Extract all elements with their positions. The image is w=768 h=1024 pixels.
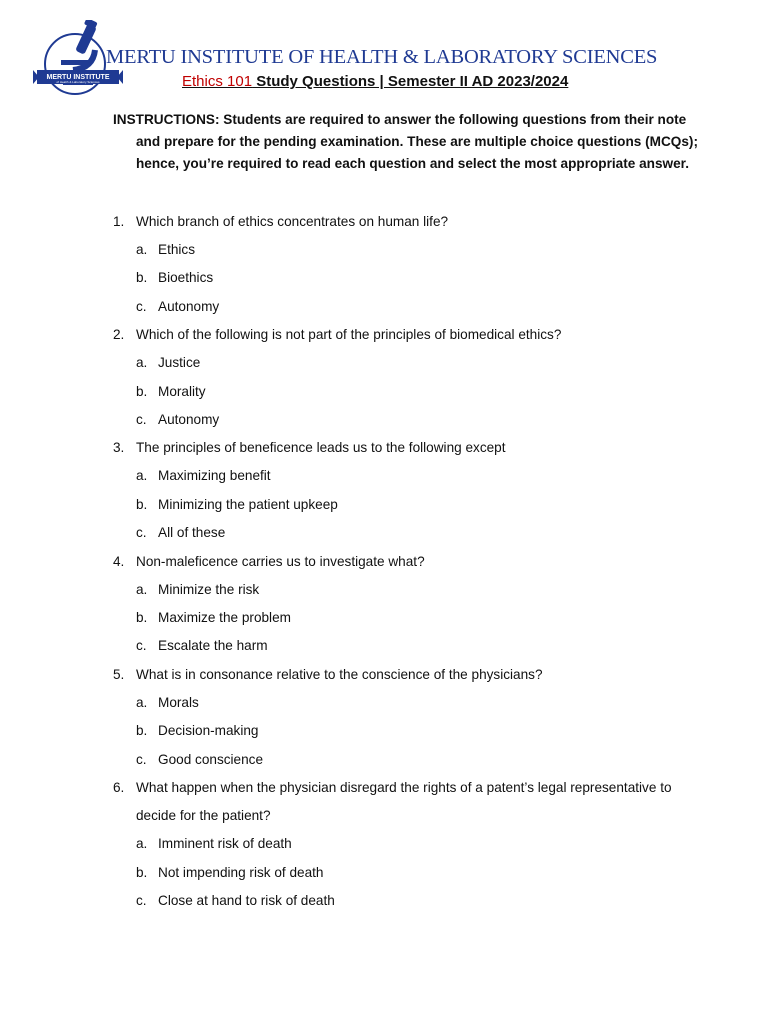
instructions: INSTRUCTIONS: Students are required to answer the following questions from their note and prepare for the pending examination. These are multiple choice questions (MCQs); hence, you’re required to read each question and select the most appropriate answer. xyxy=(113,112,698,171)
answer-option xyxy=(136,830,683,858)
question-item xyxy=(113,774,683,915)
course-code: Ethics 101 xyxy=(182,73,253,90)
option-letter: a. xyxy=(136,694,148,710)
question-text: Non-maleficence carries us to investigate what? xyxy=(136,553,425,569)
institute-title: MERTU INSTITUTE OF HEALTH & LABORATORY SCIENCES xyxy=(106,46,658,68)
answer-option xyxy=(136,264,683,292)
option-list xyxy=(113,462,683,547)
question-number: 4. xyxy=(113,553,125,569)
option-text: Imminent risk of death xyxy=(158,836,292,852)
question-text: Which branch of ethics concentrates on human life? xyxy=(136,214,449,229)
answer-option xyxy=(136,689,683,717)
option-letter: a. xyxy=(136,355,148,371)
option-letter: b. xyxy=(136,383,148,399)
option-letter: a. xyxy=(136,242,148,257)
option-list xyxy=(113,576,683,661)
option-list xyxy=(113,236,683,321)
question-list xyxy=(113,208,683,915)
option-text: Not impending risk of death xyxy=(158,864,324,880)
option-letter: a. xyxy=(136,581,148,597)
answer-option xyxy=(136,519,683,547)
option-letter: a. xyxy=(136,836,148,852)
question-item xyxy=(113,434,683,547)
answer-option xyxy=(136,576,683,604)
answer-option xyxy=(136,349,683,377)
answer-option xyxy=(136,859,683,887)
svg-text:MERTU INSTITUTE: MERTU INSTITUTE xyxy=(46,74,110,81)
answer-option xyxy=(136,236,683,264)
option-text: Autonomy xyxy=(158,412,220,428)
option-text: Escalate the harm xyxy=(158,638,268,654)
question-text: What is in consonance relative to the conscience of the physicians? xyxy=(136,666,543,682)
option-text: Morals xyxy=(158,694,199,710)
question-number: 6. xyxy=(113,780,125,796)
answer-option xyxy=(136,887,683,915)
document-subtitle xyxy=(182,73,568,90)
question-number: 3. xyxy=(113,440,125,456)
answer-option xyxy=(136,632,683,660)
option-letter: c. xyxy=(136,751,147,767)
option-text: Decision-making xyxy=(158,723,259,739)
question-number: 1. xyxy=(113,214,125,229)
question-item xyxy=(113,321,683,434)
option-letter: b. xyxy=(136,723,148,739)
question-number: 2. xyxy=(113,327,125,343)
question-item xyxy=(113,661,683,774)
option-text: Autonomy xyxy=(158,298,220,314)
question-number: 5. xyxy=(113,666,125,682)
option-letter: a. xyxy=(136,468,148,484)
option-letter: b. xyxy=(136,496,148,512)
option-text: Maximizing benefit xyxy=(158,468,271,484)
answer-option xyxy=(136,293,683,321)
option-text: Close at hand to risk of death xyxy=(158,892,335,908)
answer-option xyxy=(136,746,683,774)
option-text: Good conscience xyxy=(158,751,264,767)
option-list xyxy=(113,349,683,434)
option-text: Maximize the problem xyxy=(158,610,291,626)
option-list xyxy=(113,689,683,774)
subtitle-text: Study Questions | Semester II AD 2023/2024 xyxy=(252,73,569,90)
option-letter: b. xyxy=(136,864,148,880)
option-text: Justice xyxy=(158,355,201,371)
option-text: All of these xyxy=(158,525,226,541)
option-text: Ethics xyxy=(158,242,196,257)
answer-option xyxy=(136,378,683,406)
question-item xyxy=(113,548,683,661)
question-text: Which of the following is not part of the principles of biomedical ethics? xyxy=(136,327,562,343)
answer-option xyxy=(136,406,683,434)
option-letter: c. xyxy=(136,892,147,908)
option-letter: c. xyxy=(136,298,147,314)
answer-option xyxy=(136,462,683,490)
option-letter: c. xyxy=(136,525,147,541)
option-letter: c. xyxy=(136,638,147,654)
answer-option xyxy=(136,717,683,745)
question-item xyxy=(113,208,683,321)
question-text: What happen when the physician disregard the rights of a patent’s legal representative to decide for the patient? xyxy=(136,780,672,824)
option-list xyxy=(113,830,683,915)
option-text: Morality xyxy=(158,383,206,399)
option-letter: c. xyxy=(136,412,147,428)
answer-option xyxy=(136,491,683,519)
option-text: Bioethics xyxy=(158,270,214,286)
answer-option xyxy=(136,604,683,632)
question-text: The principles of beneficence leads us to the following except xyxy=(136,440,506,456)
option-letter: b. xyxy=(136,270,148,286)
option-text: Minimize the risk xyxy=(158,581,260,597)
svg-text:of Health & Laboratory Science: of Health & Laboratory Sciences xyxy=(56,80,100,84)
option-text: Minimizing the patient upkeep xyxy=(158,496,338,512)
option-letter: b. xyxy=(136,610,148,626)
